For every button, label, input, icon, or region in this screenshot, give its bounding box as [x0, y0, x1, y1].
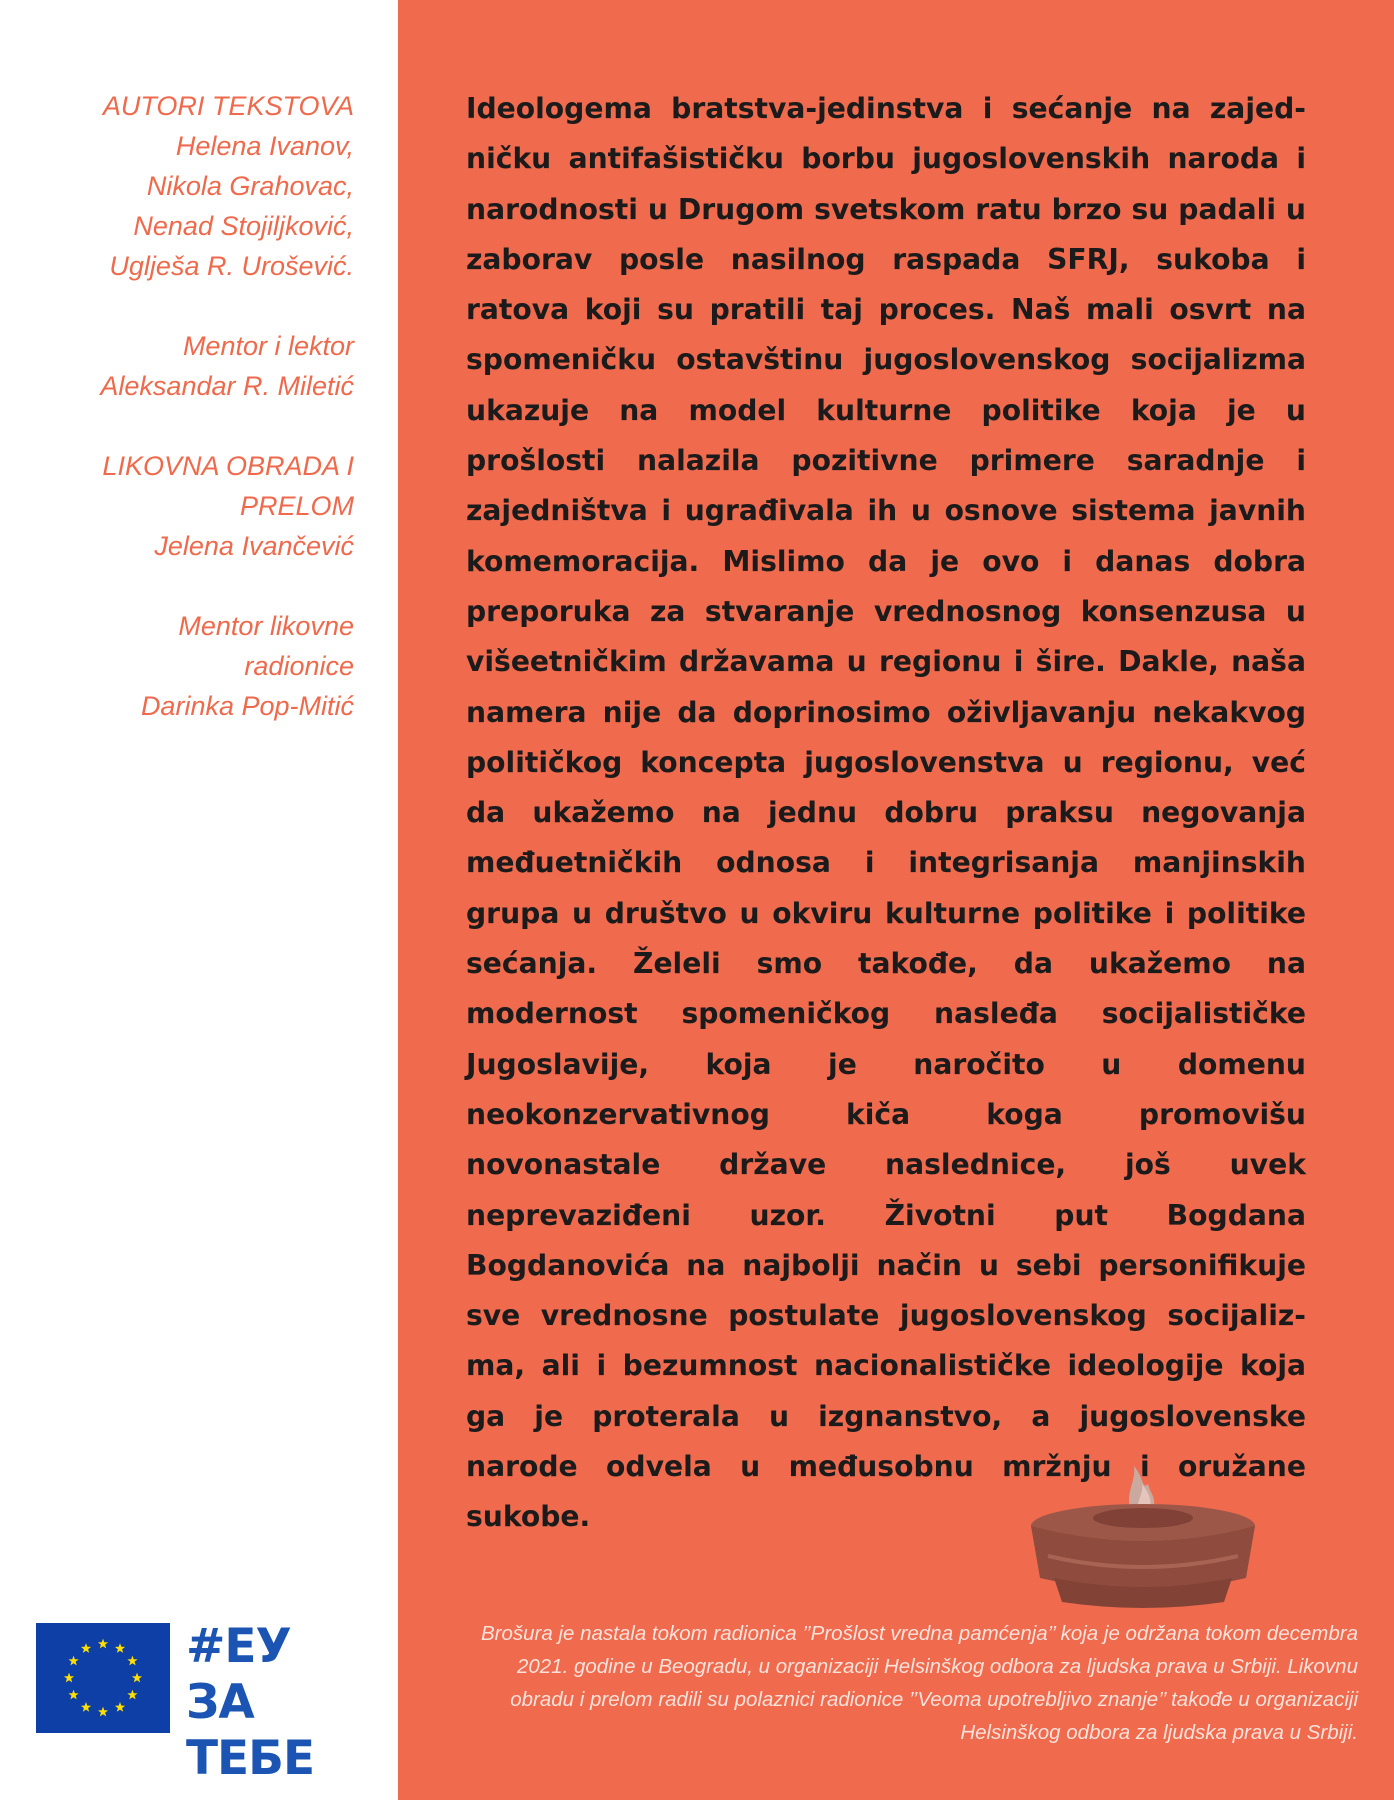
logo-text-line-2: ЗА ТЕБЕ [186, 1675, 315, 1786]
star-icon [68, 1656, 78, 1666]
body-paragraph: Ideologema bratstva-jedinstva i sećanje na zajedničku antifašističku borbu jugoslovenskih naroda i narodnosti u Drugom svetskom ratu brzo su padali u zaborav posle nasilnog raspada SFRJ, sukoba i ratova koji su pratili taj proces. Naš mali osvrt na spomeničku ostavštinu jugoslovenskog socijalizma ukazuje na model kulturne politike koja je u prošlosti nalazila pozitivne primere saradnje i zajedništva i ugrađivala ih u osnove sistema javnih komemoracija. Mislimo da je ovo i danas dobra preporuka za stvaranje vrednosnog konsenzusa u višeetničkim državama u regionu i šire. Dakle, naša namera nije da doprinosimo oživljavanju nekakvog političkog koncepta jugoslovenstva u regionu, već da ukažemo na jednu dobru praksu negovanja međuetničkih odnosa i integrisanja manjinskih grupa u društvo u okviru kulturne politike i politike sećanja. Želeli smo takođe, da ukažemo na modernost spomeničkog nasleđa socijalističke Jugoslavije, koja je naročito u domenu neokonzervativnog kiča koga promovišu novonastale države naslednice, još uvek neprevaziđeni uzor. Životni put Bogdana Bogdanovića na najbolji način u sebi personifikuje sve vrednosne postulate jugoslovenskog socijalizma, ali i bezumnost nacionalističke ideologije koja ga je proterala u izgnanstvo, a jugoslovenske narode odvela u međusobnu mržnju i oružane sukobe. [466, 92, 1306, 1534]
credit-name: Darinka Pop-Mitić [140, 691, 354, 721]
star-icon [127, 1690, 137, 1700]
star-icon [64, 1673, 74, 1683]
star-icon [98, 1707, 108, 1717]
credit-heading: radionice [244, 651, 354, 681]
star-icon [81, 1643, 91, 1653]
credit-name: Nenad Stojiljković, [133, 211, 354, 241]
star-icon [115, 1702, 125, 1712]
credit-block-art-mentor [14, 606, 354, 726]
text-panel [398, 0, 1394, 1800]
credit-heading: AUTORI TEKSTOVA [102, 91, 354, 121]
star-icon [98, 1639, 108, 1649]
credit-name: Nikola Grahovac, [146, 171, 354, 201]
logo-text-line-1: #ЕУ [186, 1619, 291, 1674]
credit-heading: Mentor i lektor [182, 331, 354, 361]
star-icon [68, 1690, 78, 1700]
credits [14, 86, 354, 766]
credit-block-design [14, 446, 354, 566]
credit-name: Uglješa R. Urošević. [109, 251, 354, 281]
credit-heading: LIKOVNA OBRADA I [102, 451, 354, 481]
credit-name: Aleksandar R. Miletić [100, 371, 354, 401]
star-icon [127, 1656, 137, 1666]
credit-name: Jelena Ivančević [154, 531, 354, 561]
star-icon [81, 1702, 91, 1712]
eu-flag-icon [36, 1623, 170, 1733]
eu-stars [36, 1623, 170, 1733]
credit-block-authors [14, 86, 354, 286]
credit-name: Helena Ivanov, [175, 131, 354, 161]
logo-text [186, 1619, 384, 1787]
footnote: Brošura je nastala tokom radionica ’’Prošlost vredna pamćenja’’ koja je održana tokom decembra 2021. godine u Beogradu, u organizaciji Helsinškog odbora za ljudska prava u Srbiji. Likovnu obradu i prelom radili su polaznici radionice ’’Veoma upotrebljivo znanje’’ takođe u organizaciji Helsinškog odbora za ljudska prava u Srbiji. [480, 1622, 1358, 1744]
credit-block-mentor [14, 326, 354, 406]
left-column [0, 0, 398, 1800]
eu-logo [36, 1619, 384, 1786]
star-icon [115, 1643, 125, 1653]
star-icon [132, 1673, 142, 1683]
credit-heading: Mentor likovne [178, 611, 354, 641]
eternal-flame-monument-icon [1018, 1460, 1268, 1610]
credit-heading: PRELOM [239, 491, 354, 521]
